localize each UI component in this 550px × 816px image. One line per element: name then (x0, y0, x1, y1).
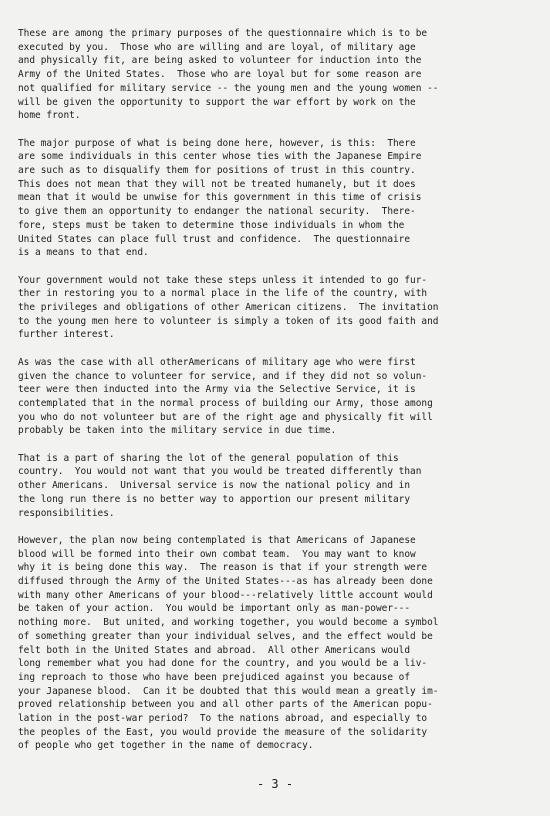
text-line: to give them an opportunity to endanger the national security. There- (18, 206, 416, 218)
text-line: the privileges and obligations of other American citizens. The invitation (18, 302, 439, 314)
text-line: United States can place full trust and confidence. The questionnaire (18, 233, 411, 245)
paragraph-1 (18, 27, 532, 123)
text-line: home front. (18, 110, 81, 122)
paragraph-3 (18, 274, 532, 343)
text-line: teer were then inducted into the Army via the Selective Service, it is (18, 384, 416, 396)
text-line: and physically fit, are being asked to volunteer for induction into the (18, 55, 422, 67)
text-line: As was the case with all otherAmericans of military age who were first (18, 356, 416, 368)
text-line: The major purpose of what is being done here, however, is this: There (18, 137, 416, 149)
paragraph-5 (18, 452, 532, 521)
text-line: responsibilities. (18, 507, 115, 519)
paragraph-6 (18, 534, 532, 753)
text-line: with many other Americans of your blood---relatively little account would (18, 589, 433, 601)
paragraph-4 (18, 356, 532, 438)
text-line: These are among the primary purposes of the questionnaire which is to be (18, 28, 428, 39)
text-line: lation in the post-war period? To the nations abroad, and especially to (18, 713, 428, 725)
text-line: of something greater than your individual selves, and the effect would be (18, 630, 433, 642)
text-line: mean that it would be unwise for this government in this time of crisis (18, 192, 422, 204)
text-line: However, the plan now being contemplated is that Americans of Japanese (18, 534, 416, 546)
text-line: nothing more. But united, and working together, you would become a symbol (18, 617, 439, 629)
paragraph-2 (18, 137, 532, 260)
text-line: your Japanese blood. Can it be doubted that this would mean a greatly im- (18, 685, 439, 697)
text-line: probably be taken into the military service in due time. (18, 425, 337, 437)
text-line: long remember what you had done for the country, and you would be a liv- (18, 658, 428, 670)
text-line: why it is being done this way. The reason is that if your strength were (18, 562, 428, 574)
text-line: Your government would not take these steps unless it intended to go fur- (18, 274, 428, 286)
text-line: be taken of your action. You would be important only as man-power--- (18, 603, 411, 615)
text-line: are such as to disqualify them for positions of trust in this country. (18, 165, 416, 177)
text-line: given the chance to volunteer for service, and if they did not so volun- (18, 370, 428, 382)
text-line: the long run there is no better way to apportion our present military (18, 493, 411, 505)
text-line: ther in restoring you to a normal place in the life of the country, with (18, 288, 428, 300)
text-line: the peoples of the East, you would provide the measure of the solidarity (18, 726, 428, 738)
text-line: contemplated that in the normal process of building our Army, those among (18, 397, 433, 409)
text-line: That is a part of sharing the lot of the general population of this (18, 452, 399, 464)
text-line: is a means to that end. (18, 247, 149, 259)
page-number: - 3 - (256, 777, 294, 791)
text-line: country. You would not want that you would be treated differently than (18, 466, 422, 478)
text-line: further interest. (18, 329, 115, 341)
text-line: ing reproach to those who have been prejudiced against you because of (18, 671, 411, 683)
page-body (18, 27, 532, 767)
text-line: other Americans. Universal service is now the national policy and in (18, 480, 411, 492)
text-line: proved relationship between you and all other parts of the American popu- (18, 699, 433, 711)
text-line: executed by you. Those who are willing and are loyal, of military age (18, 41, 416, 53)
text-line: not qualified for military service -- the young men and the young women -- (18, 82, 439, 94)
text-line: blood will be formed into their own combat team. You may want to know (18, 548, 416, 560)
text-line: This does not mean that they will not be treated humanely, but it does (18, 178, 416, 190)
text-line: fore, steps must be taken to determine those individuals in whom the (18, 219, 405, 231)
text-line: you who do not volunteer but are of the right age and physically fit will (18, 411, 433, 423)
text-line: felt both in the United States and abroad. All other Americans would (18, 644, 411, 656)
text-line: diffused through the Army of the United States---as has already been done (18, 576, 433, 588)
text-line: Army of the United States. Those who are loyal but for some reason are (18, 69, 422, 81)
text-line: of people who get together in the name of democracy. (18, 740, 314, 752)
text-line: are some individuals in this center whose ties with the Japanese Empire (18, 151, 422, 163)
text-line: to the young men here to volunteer is simply a token of its good faith and (18, 315, 439, 327)
text-line: will be given the opportunity to support the war effort by work on the (18, 96, 416, 108)
